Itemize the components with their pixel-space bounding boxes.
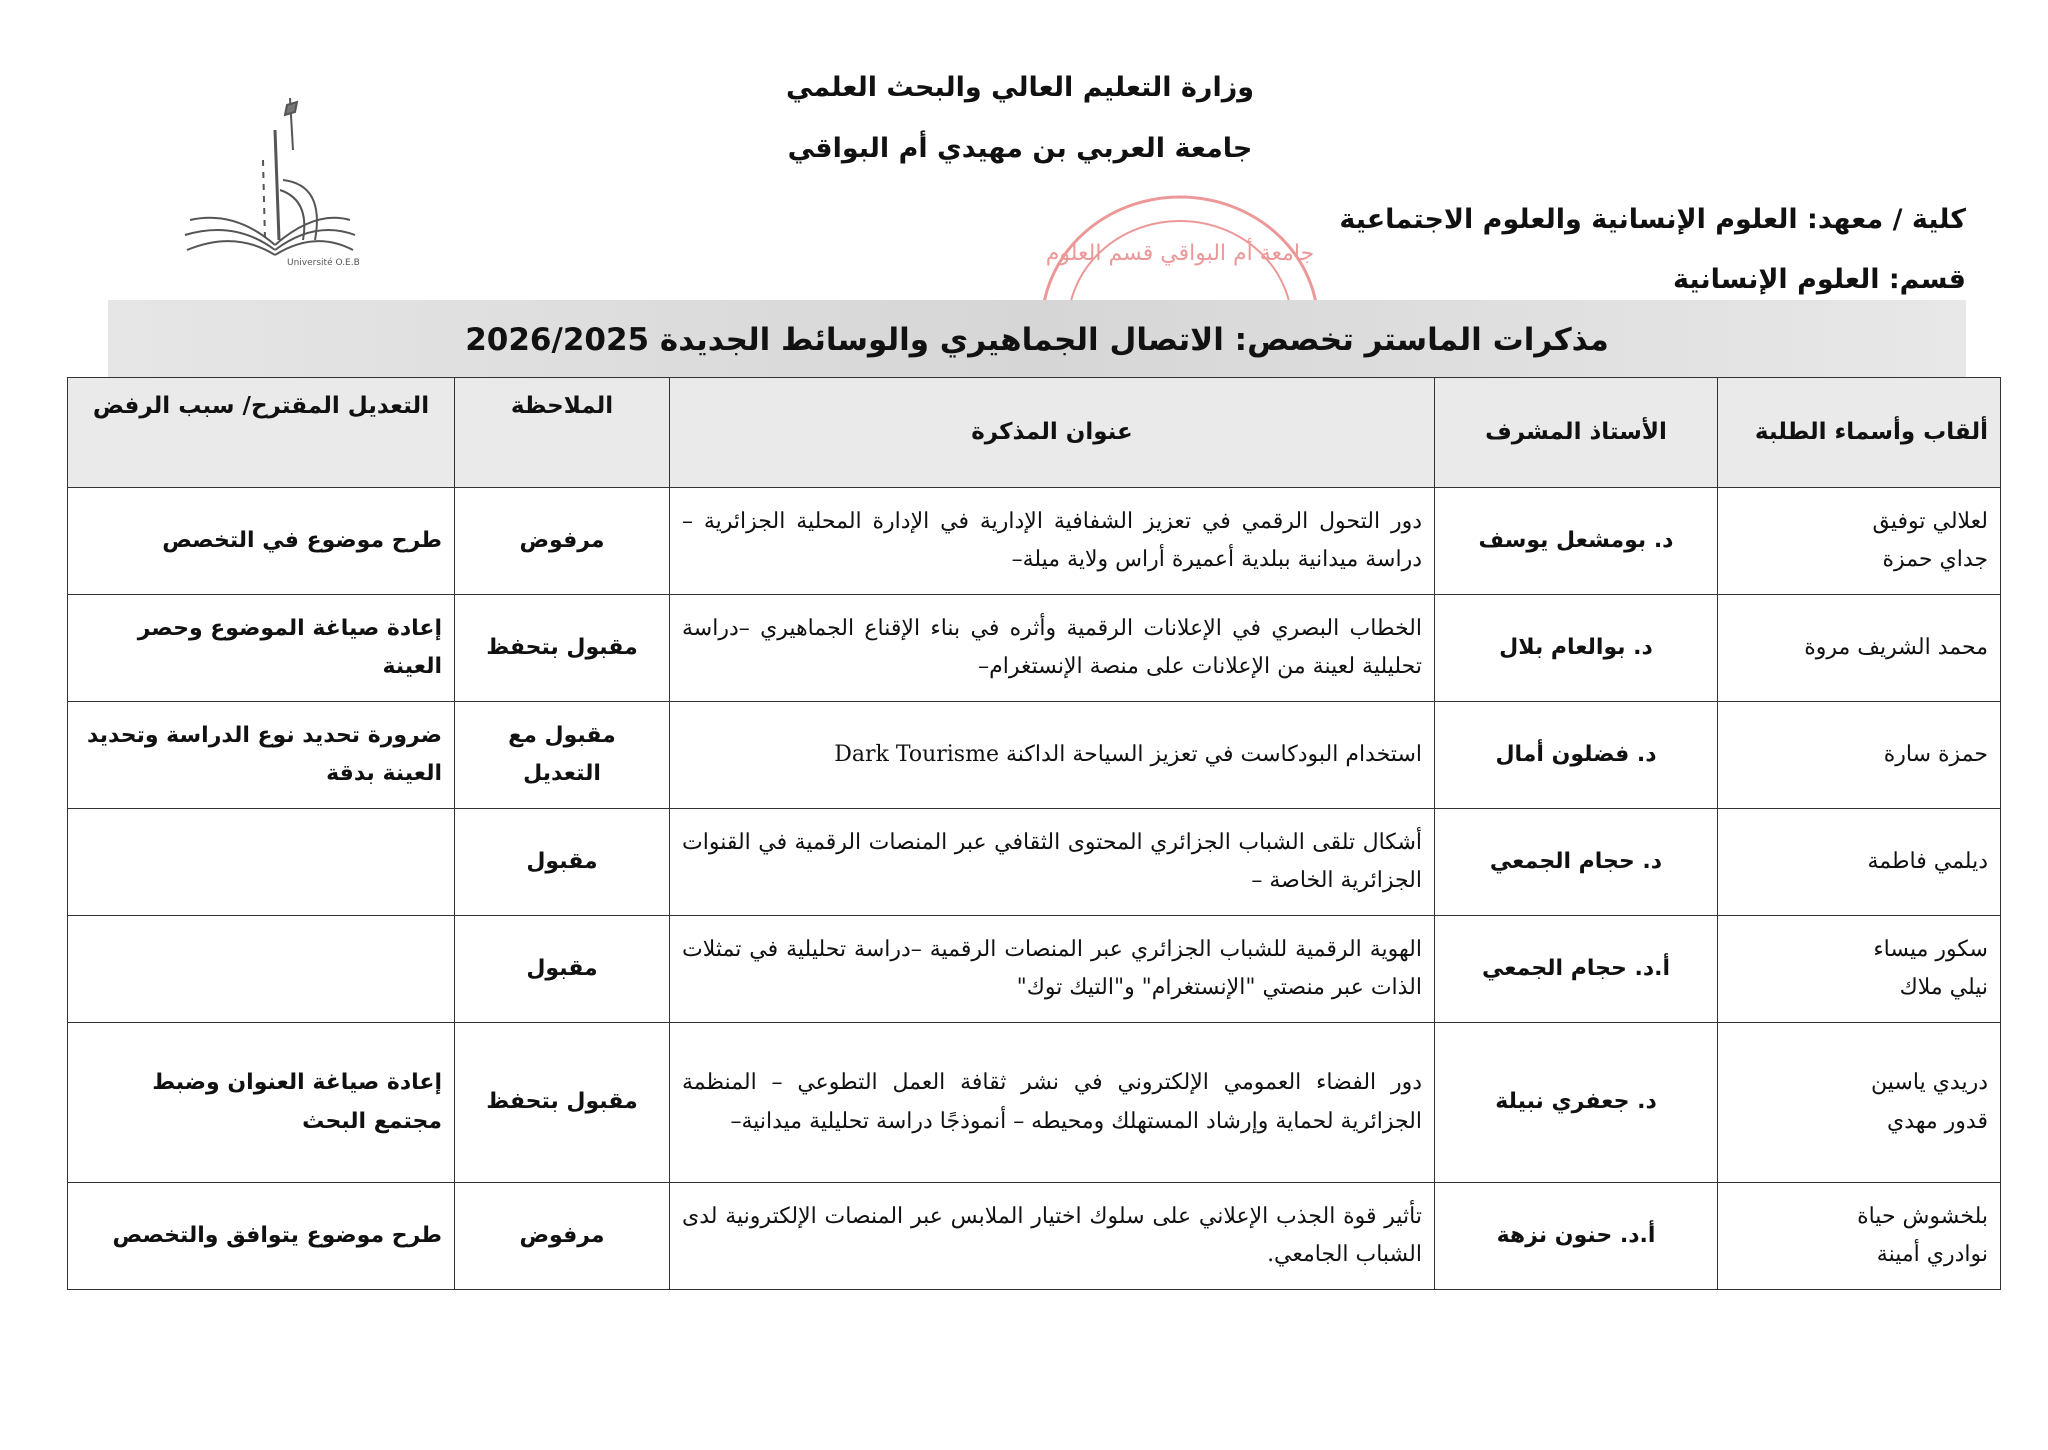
modification-cell (68, 809, 455, 916)
faculty-name: كلية / معهد: العلوم الإنسانية والعلوم الاجتماعية (1339, 204, 1966, 235)
modification-cell: طرح موضوع في التخصص (68, 488, 455, 595)
memos-table (67, 377, 2001, 1290)
memo-title-cell: الخطاب البصري في الإعلانات الرقمية وأثره في بناء الإقناع الجماهيري –دراسة تحليلية لعينة من الإعلانات على منصة الإنستغرام– (670, 595, 1435, 702)
students-cell (1718, 595, 2001, 702)
header-memo-title: عنوان المذكرة (670, 378, 1435, 488)
note-cell: مرفوض (455, 488, 670, 595)
header-supervisor: الأستاذ المشرف (1435, 378, 1718, 488)
student-name: قدور مهدي (1887, 1108, 1988, 1134)
student-name: بلخشوش حياة (1857, 1203, 1988, 1229)
students-cell (1718, 1183, 2001, 1290)
modification-cell (68, 916, 455, 1023)
note-cell: مقبول (455, 916, 670, 1023)
supervisor-cell: أ.د. حجام الجمعي (1435, 916, 1718, 1023)
table-row (68, 1183, 2001, 1290)
student-name: جداي حمزة (1882, 547, 1988, 572)
students-cell (1718, 916, 2001, 1023)
modification-cell: ضرورة تحديد نوع الدراسة وتحديد العينة بدقة (68, 702, 455, 809)
student-name: ديلمي فاطمة (1867, 848, 1988, 874)
students-cell (1718, 702, 2001, 809)
student-name: سكور ميساء (1873, 936, 1988, 962)
students-cell (1718, 488, 2001, 595)
department-name: قسم: العلوم الإنسانية (1673, 264, 1966, 295)
note-cell: مقبول بتحفظ (455, 1023, 670, 1183)
note-cell: مرفوض (455, 1183, 670, 1290)
header-note: الملاحظة (455, 378, 670, 488)
memo-title-cell: دور التحول الرقمي في تعزيز الشفافية الإدارية في الإدارة المحلية الجزائرية –دراسة ميدانية ببلدية أعميرة أراس ولاية ميلة– (670, 488, 1435, 595)
supervisor-cell: د. بومشعل يوسف (1435, 488, 1718, 595)
table-row (68, 916, 2001, 1023)
supervisor-cell: د. حجام الجمعي (1435, 809, 1718, 916)
student-name: دريدي ياسين (1871, 1070, 1988, 1095)
supervisor-cell: أ.د. حنون نزهة (1435, 1183, 1718, 1290)
students-cell (1718, 1023, 2001, 1183)
memo-list-title: مذكرات الماستر تخصص: الاتصال الجماهيري والوسائط الجديدة 2026/2025 (465, 322, 1609, 358)
student-name: نيلي ملاك (1899, 975, 1988, 1000)
student-name: لعلالي توفيق (1872, 508, 1988, 534)
student-name: حمزة سارة (1883, 741, 1988, 767)
table-row (68, 488, 2001, 595)
stamp-text: جامعة أم البواقي قسم العلوم (1045, 241, 1315, 266)
memo-title-cell: تأثير قوة الجذب الإعلاني على سلوك اختيار الملابس عبر المنصات الإلكترونية لدى الشباب الجامعي. (670, 1183, 1435, 1290)
university-logo (175, 90, 365, 270)
table-row (68, 809, 2001, 916)
note-cell: مقبول مع التعديل (455, 702, 670, 809)
note-cell: مقبول (455, 809, 670, 916)
supervisor-cell: د. جعفري نبيلة (1435, 1023, 1718, 1183)
header-students: ألقاب وأسماء الطلبة (1718, 378, 2001, 488)
supervisor-cell: د. فضلون أمال (1435, 702, 1718, 809)
memo-title-cell: الهوية الرقمية للشباب الجزائري عبر المنصات الرقمية –دراسة تحليلية في تمثلات الذات عبر منصتي "الإنستغرام" و"التيك توك" (670, 916, 1435, 1023)
university-name: جامعة العربي بن مهيدي أم البواقي (787, 133, 1253, 164)
modification-cell: إعادة صياغة الموضوع وحصر العينة (68, 595, 455, 702)
modification-cell: إعادة صياغة العنوان وضبط مجتمع البحث (68, 1023, 455, 1183)
memo-title-cell: دور الفضاء العمومي الإلكتروني في نشر ثقافة العمل التطوعي – المنظمة الجزائرية لحماية وإرشاد المستهلك ومحيطه – أنموذجًا دراسة تحليلية ميدانية– (670, 1023, 1435, 1183)
table-header-row (68, 378, 2001, 488)
memo-title-cell: أشكال تلقى الشباب الجزائري المحتوى الثقافي عبر المنصات الرقمية في القنوات الجزائرية الخاصة – (670, 809, 1435, 916)
table-row (68, 1023, 2001, 1183)
student-name: نوادري أمينة (1876, 1242, 1988, 1267)
note-cell: مقبول بتحفظ (455, 595, 670, 702)
table-row (68, 595, 2001, 702)
students-cell (1718, 809, 2001, 916)
logo-text: Université O.E.B (287, 258, 360, 268)
memo-title-cell: استخدام البودكاست في تعزيز السياحة الداكنة Dark Tourisme (670, 702, 1435, 809)
student-name: محمد الشريف مروة (1804, 634, 1988, 660)
table-row (68, 702, 2001, 809)
modification-cell: طرح موضوع يتوافق والتخصص (68, 1183, 455, 1290)
ministry-name: وزارة التعليم العالي والبحث العلمي (785, 72, 1255, 103)
header-modification: التعديل المقترح/ سبب الرفض (68, 378, 455, 488)
supervisor-cell: د. بوالعام بلال (1435, 595, 1718, 702)
